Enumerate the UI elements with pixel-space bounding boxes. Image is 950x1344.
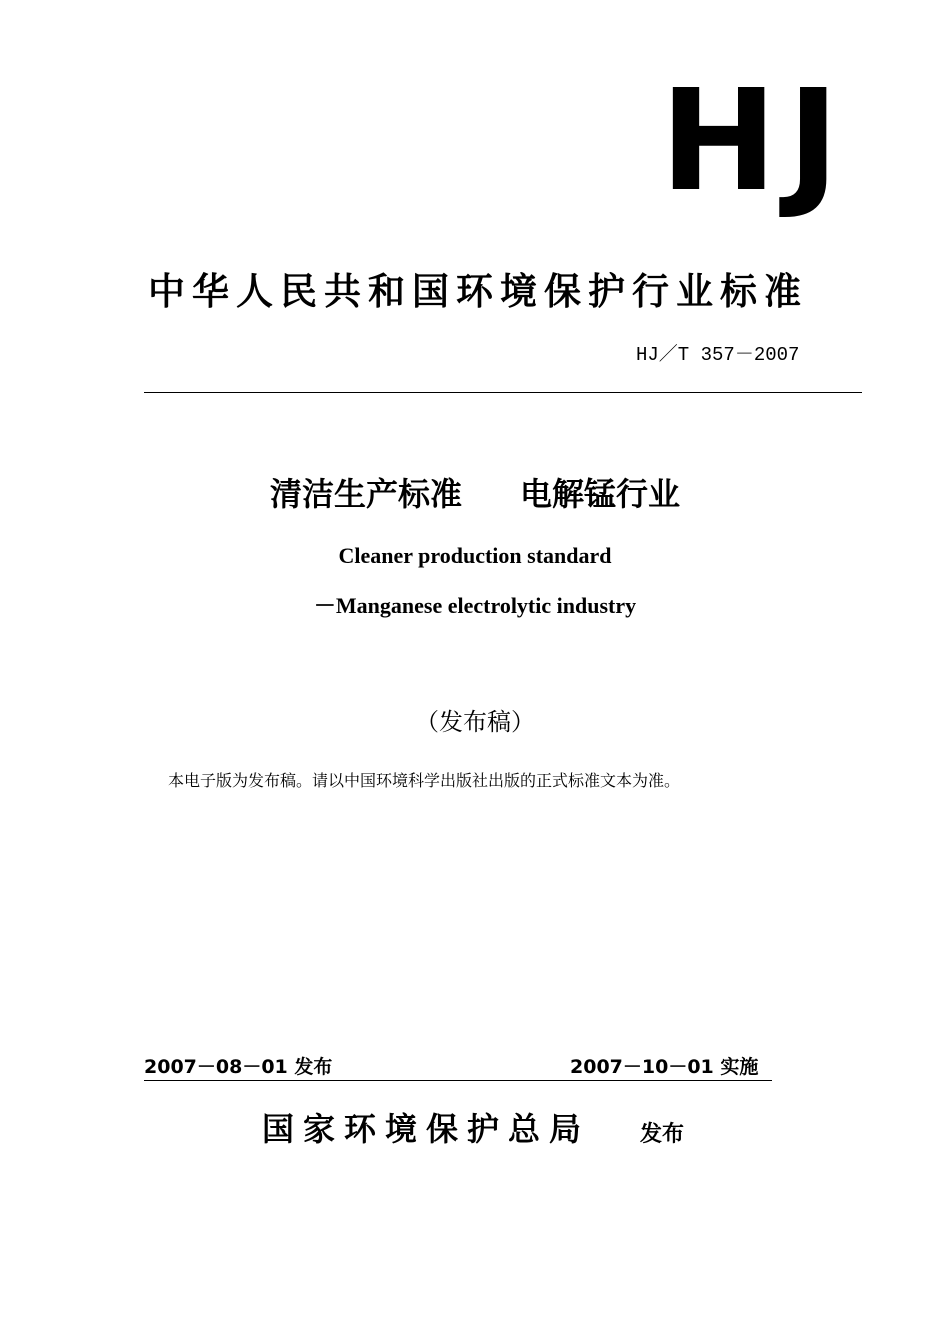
top-divider xyxy=(144,392,862,393)
standard-number: HJ／T 357－2007 xyxy=(636,344,800,366)
standard-category-title: 中华人民共和国环境保护行业标准 xyxy=(148,270,808,313)
bottom-divider xyxy=(144,1080,772,1081)
issue-date: 2007－08－01 发布 xyxy=(144,1056,333,1078)
chinese-title xyxy=(0,475,950,513)
implementation-date: 2007－10－01 实施 xyxy=(570,1056,759,1078)
english-title-line2: －Manganese electrolytic industry xyxy=(313,593,637,618)
chinese-title-part2: 电解锰行业 xyxy=(520,475,681,513)
chinese-title-part1: 清洁生产标准 xyxy=(269,475,462,513)
hj-logo: HJ xyxy=(660,60,850,223)
release-label: （发布稿） xyxy=(415,708,535,736)
publisher-name: 国家环境保护总局 xyxy=(262,1110,591,1148)
publish-word: 发布 xyxy=(640,1122,685,1147)
english-title-line1: Cleaner production standard xyxy=(338,543,612,568)
release-note: 本电子版为发布稿。请以中国环境科学出版社出版的正式标准文本为准。 xyxy=(168,771,681,790)
